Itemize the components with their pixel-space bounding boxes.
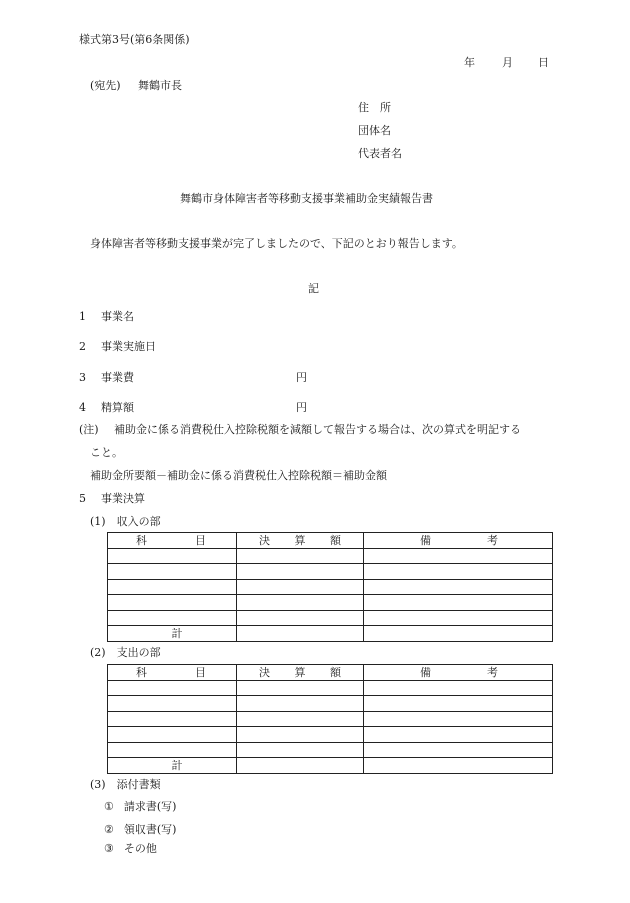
amount-cell[interactable] [237,742,364,758]
total-label-cell [108,758,237,774]
section-5-heading [79,493,145,504]
table-row [108,595,553,611]
item-number: 2 [79,340,86,353]
total-remarks-cell[interactable] [364,758,553,774]
remarks-cell[interactable] [364,610,553,626]
item-cell[interactable] [108,564,237,580]
column-header-amount: 決 算 額 [237,665,364,681]
amount-cell[interactable] [237,680,364,696]
total-amount-cell[interactable] [237,758,364,774]
item-3 [79,372,134,383]
applicant-address-label: 住 所 [358,101,391,114]
expense-section-label: (2) 支出の部 [90,646,161,659]
date-month-label: 月 [502,56,513,69]
column-header-item: 科 目 [108,533,237,549]
amount-cell[interactable] [237,595,364,611]
remarks-cell[interactable] [364,680,553,696]
item-cell[interactable] [108,548,237,564]
column-header-item: 科 目 [108,665,237,681]
item-cell[interactable] [108,680,237,696]
income-section-label: (1) 収入の部 [90,515,161,528]
attachment-text: 領収書(写) [123,823,177,836]
amount-cell[interactable] [237,727,364,743]
form-number: 様式第3号(第6条関係) [79,33,190,46]
total-label-cell [108,626,237,642]
item-cell[interactable] [108,610,237,626]
table-row [108,742,553,758]
amount-cell[interactable] [237,579,364,595]
attachment-item-3 [104,843,157,854]
item-4-unit: 円 [296,401,307,414]
remarks-cell[interactable] [364,742,553,758]
item-2 [79,341,156,352]
amount-cell[interactable] [237,696,364,712]
table-row [108,610,553,626]
remarks-cell[interactable] [364,727,553,743]
table-row [108,680,553,696]
attachment-text: 請求書(写) [123,800,177,813]
remarks-cell[interactable] [364,696,553,712]
attachments-label: (3) 添付書類 [90,778,161,791]
item-label: 事業名 [101,310,134,323]
note-line-1: 補助金に係る消費税仕入控除税額を減額して報告する場合は、次の算式を明記する [114,423,521,436]
remarks-cell[interactable] [364,579,553,595]
table-row [108,727,553,743]
item-cell[interactable] [108,711,237,727]
note-formula: 補助金所要額－補助金に係る消費税仕入控除税額＝補助金額 [90,469,387,482]
attachment-text: その他 [123,842,157,855]
date-day-label: 日 [538,56,549,69]
item-cell[interactable] [108,595,237,611]
item-cell[interactable] [108,742,237,758]
item-cell[interactable] [108,579,237,595]
expense-table [107,664,553,774]
date-year-label: 年 [464,56,475,69]
item-4 [79,402,134,413]
amount-cell[interactable] [237,610,364,626]
intro-text: 身体障害者等移動支援事業が完了しましたので、下記のとおり報告します。 [90,237,463,250]
note-line-2: こと。 [90,446,123,459]
circled-number-3: ③ [104,842,114,855]
circled-number-1: ① [104,800,114,813]
section-number: 5 [79,492,86,505]
item-cell[interactable] [108,727,237,743]
column-header-amount: 決 算 額 [237,533,364,549]
table-row [108,696,553,712]
table-row [108,711,553,727]
amount-cell[interactable] [237,711,364,727]
applicant-organization-label: 団体名 [358,124,391,137]
income-table [107,532,553,642]
item-label: 精算額 [101,401,134,414]
addressee-name: 舞鶴市長 [138,79,182,92]
remarks-cell[interactable] [364,564,553,580]
remarks-cell[interactable] [364,595,553,611]
item-number: 3 [79,371,86,384]
item-cell[interactable] [108,696,237,712]
addressee-label: (宛先) [90,79,121,92]
table-header-row [108,533,553,549]
column-header-remarks: 備 考 [364,665,553,681]
attachment-item-2 [104,824,176,835]
table-row [108,548,553,564]
remarks-cell[interactable] [364,548,553,564]
item-label: 事業費 [101,371,134,384]
total-label: 計 [171,626,183,640]
table-total-row [108,758,553,774]
item-number: 4 [79,401,86,414]
applicant-representative-label: 代表者名 [358,147,402,160]
note-label: (注) [79,423,99,436]
ki-heading: 記 [308,282,319,295]
column-header-remarks: 備 考 [364,533,553,549]
amount-cell[interactable] [237,548,364,564]
total-label: 計 [171,758,183,772]
total-remarks-cell[interactable] [364,626,553,642]
table-header-row [108,665,553,681]
item-3-unit: 円 [296,371,307,384]
attachment-item-1 [104,801,176,812]
table-total-row [108,626,553,642]
item-1 [79,311,134,322]
item-label: 事業実施日 [101,340,156,353]
section-label: 事業決算 [101,492,145,505]
amount-cell[interactable] [237,564,364,580]
total-amount-cell[interactable] [237,626,364,642]
table-row [108,564,553,580]
circled-number-2: ② [104,823,114,836]
table-row [108,579,553,595]
document-title: 舞鶴市身体障害者等移動支援事業補助金実績報告書 [180,192,433,205]
item-number: 1 [79,310,86,323]
remarks-cell[interactable] [364,711,553,727]
